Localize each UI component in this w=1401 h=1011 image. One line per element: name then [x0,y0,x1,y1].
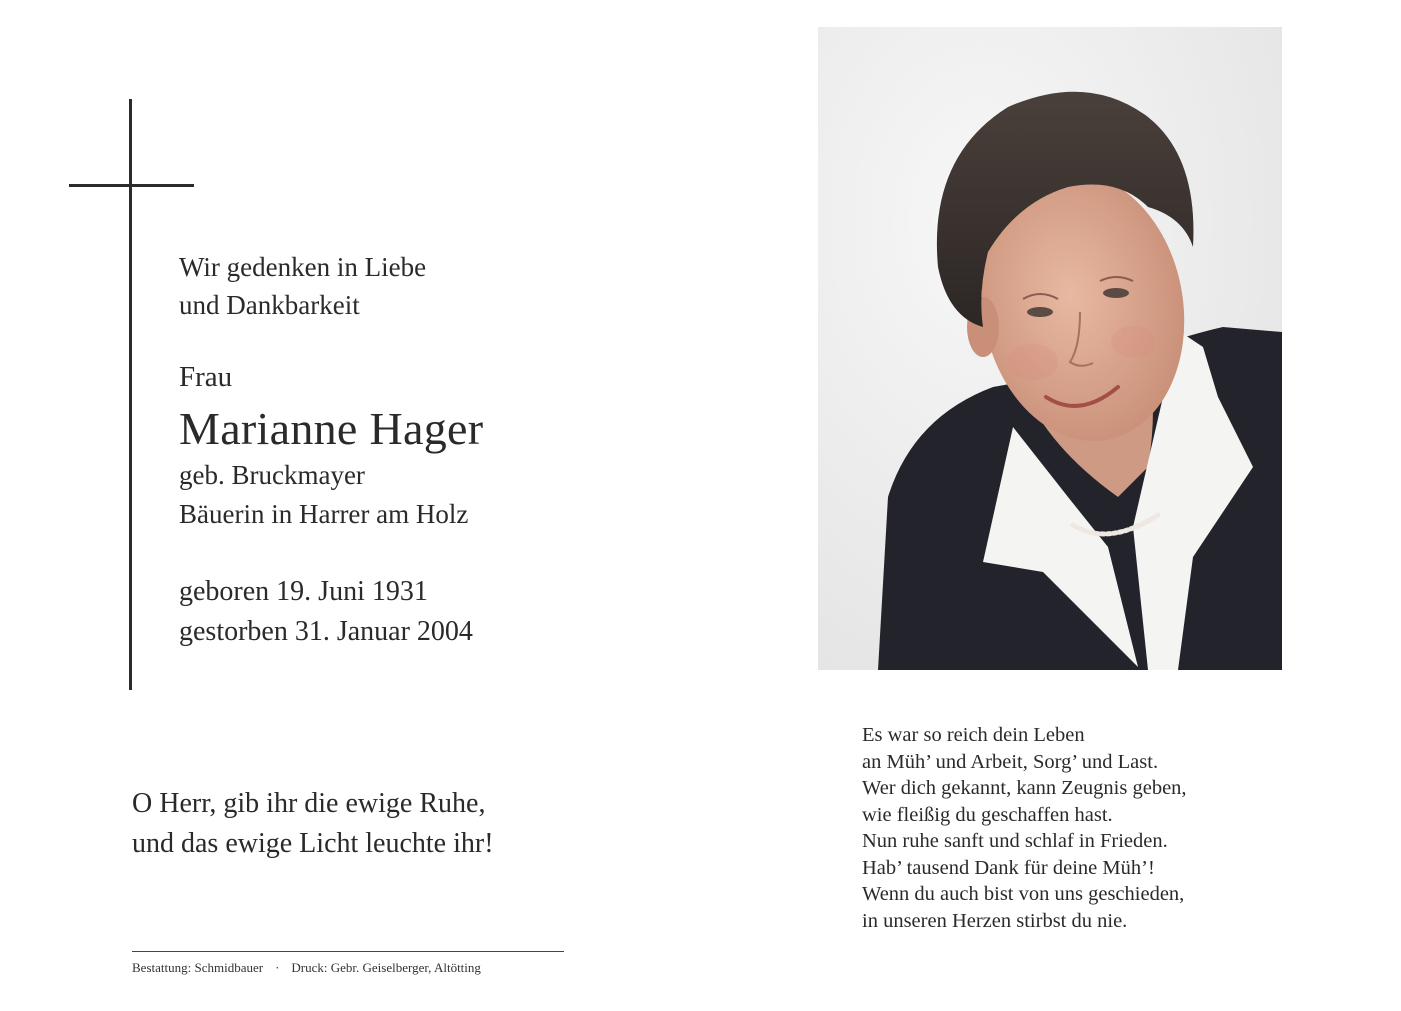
poem-line: wie fleißig du geschaffen hast. [862,803,1113,826]
cross-horizontal-bar [69,184,194,187]
death-date: gestorben 31. Januar 2004 [179,616,473,647]
deceased-name: Marianne Hager [179,403,484,454]
footer-separator: · [275,960,280,975]
funeral-home: Bestattung: Schmidbauer [132,960,264,975]
footer-credits [132,960,481,976]
cross-vertical-bar [129,99,132,690]
intro-line-1: Wir gedenken in Liebe [179,252,427,282]
occupation: Bäuerin in Harrer am Holz [179,499,469,529]
footer-divider [132,951,564,952]
poem-line: Wer dich gekannt, kann Zeugnis geben, [862,777,1187,799]
maiden-name: geb. Bruckmayer [179,460,365,490]
prayer-line-2: und das ewige Licht leuchte ihr! [132,828,494,859]
portrait-photo [818,27,1282,670]
honorific: Frau [179,361,233,393]
poem-line: Hab’ tausend Dank für deine Müh’! [862,856,1155,879]
birth-date: geboren 19. Juni 1931 [179,576,428,607]
memorial-poem [862,722,1187,934]
poem-line: Es war so reich dein Leben [862,724,1085,746]
printer-credit: Druck: Gebr. Geiselberger, Altötting [291,960,481,975]
portrait-illustration [818,27,1282,670]
intro-line-2: und Dankbarkeit [179,290,360,320]
poem-line: Nun ruhe sanft und schlaf in Frieden. [862,830,1168,852]
prayer-line-1: O Herr, gib ihr die ewige Ruhe, [132,788,486,819]
poem-line: Wenn du auch bist von uns geschieden, [862,883,1185,905]
poem-line: an Müh’ und Arbeit, Sorg’ und Last. [862,750,1159,773]
poem-line: in unseren Herzen stirbst du nie. [862,909,1128,932]
